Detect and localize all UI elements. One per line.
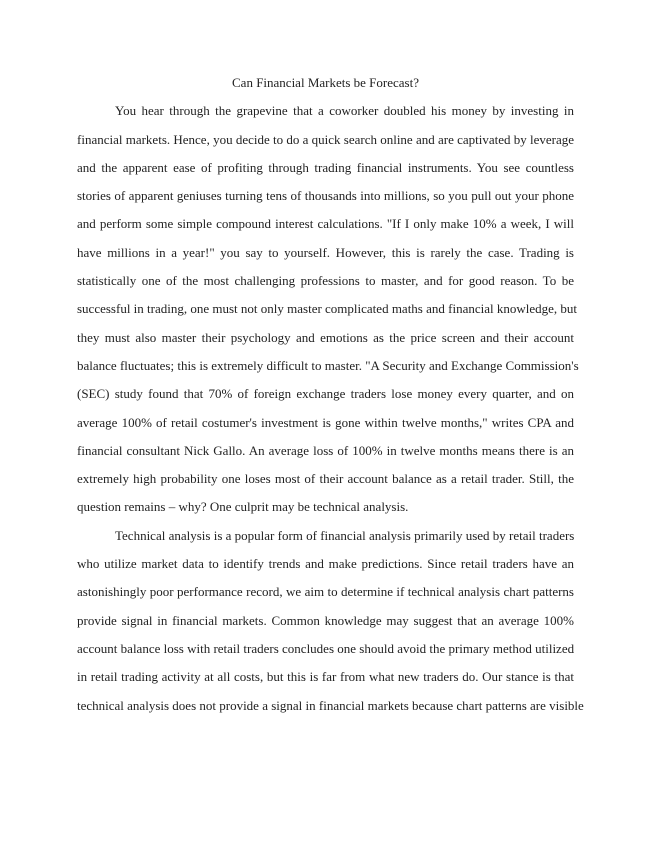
text-line: astonishingly poor performance record, we aim to determine if technical analysis chart patterns [77, 584, 574, 600]
text-line: successful in trading, one must not only master complicated maths and financial knowledge, but [77, 301, 578, 317]
text-line: they must also master their psychology and emotions as the price screen and their account [77, 329, 574, 345]
text-line: who utilize market data to identify trends and make predictions. Since retail traders have an [77, 556, 574, 572]
text-line: provide signal in financial markets. Common knowledge may suggest that an average 100% [77, 612, 574, 628]
text-line: average 100% of retail costumer's investment is gone within twelve months," writes CPA and [77, 414, 574, 430]
text-line: have millions in a year!" you say to yourself. However, this is rarely the case. Trading is [77, 244, 574, 260]
text-line: account balance loss with retail traders concludes one should avoid the primary method utilized [77, 640, 575, 656]
paragraph-2 [77, 522, 584, 720]
text-line: technical analysis does not provide a signal in financial markets because chart patterns are visible [77, 697, 584, 713]
document-body [77, 69, 584, 720]
text-line: Technical analysis is a popular form of financial analysis primarily used by retail traders [115, 527, 575, 543]
text-line: financial consultant Nick Gallo. An average loss of 100% in twelve months means there is an [77, 442, 574, 458]
text-line: balance fluctuates; this is extremely difficult to master. "A Security and Exchange Commission's [77, 357, 579, 373]
text-line: stories of apparent geniuses turning tens of thousands into millions, so you pull out your phone [77, 188, 574, 204]
text-line: statistically one of the most challenging professions to master, and for good reason. To be [77, 273, 574, 289]
text-line: (SEC) study found that 70% of foreign exchange traders lose money every quarter, and on [77, 386, 574, 402]
text-line: in retail trading activity at all costs, but this is far from what new traders do. Our stance is that [77, 669, 574, 685]
text-line: financial markets. Hence, you decide to do a quick search online and are captivated by leverage [77, 131, 575, 147]
text-line: You hear through the grapevine that a coworker doubled his money by investing in [115, 103, 574, 119]
text-line: extremely high probability one loses most of their account balance as a retail trader. Still, the [77, 471, 574, 487]
text-line: and perform some simple compound interest calculations. "If I only make 10% a week, I will [77, 216, 574, 232]
paragraph-1 [77, 97, 579, 521]
text-line: and the apparent ease of profiting through trading financial instruments. You see countless [77, 159, 574, 175]
text-line: question remains – why? One culprit may be technical analysis. [77, 499, 409, 515]
document-title: Can Financial Markets be Forecast? [232, 75, 419, 90]
